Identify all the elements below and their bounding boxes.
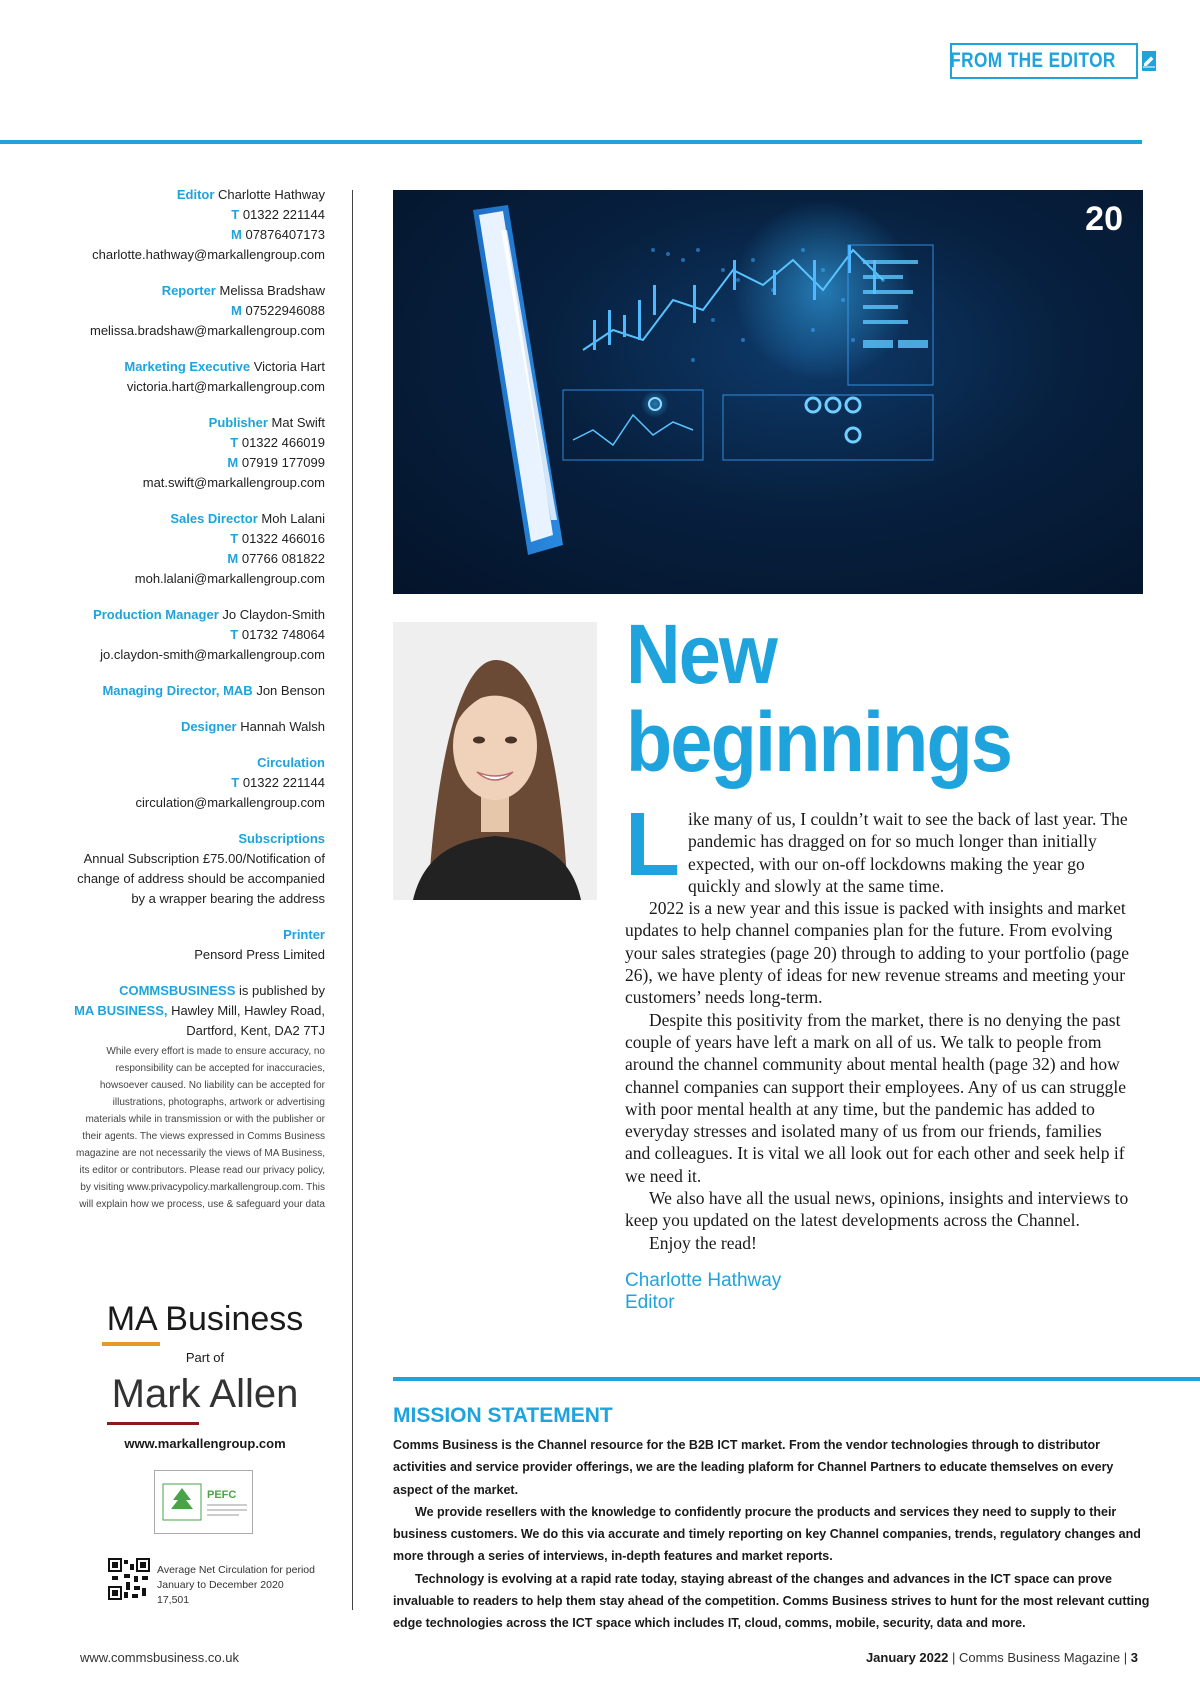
masthead-block — [70, 681, 325, 701]
brand-suffix: is published by — [239, 983, 325, 998]
paragraph-3: Despite this positivity from the market, there is no denying the past couple of years have left a mark on all of us. We talk to people from around the channel community about mental health (page 32) and how channel companies can support their employees. Any of us can struggle with poor mental health at any time, but the pandemic has added to everyday stresses and isolated many of us from our friends, families and colleagues. It is vital we all look out for each other and seek help if we need it. — [625, 1009, 1127, 1186]
masthead-block — [70, 413, 325, 493]
masthead-email-link[interactable]: charlotte.hathway@markallengroup.com — [92, 247, 325, 262]
edit-icon — [1142, 51, 1156, 71]
masthead-person-name: Mat Swift — [271, 415, 325, 430]
masthead-role-label: Managing Director, MAB — [102, 683, 253, 698]
masthead-role-label: Circulation — [257, 755, 325, 770]
mission-paragraph-3: Technology is evolving at a rapid rate today, staying abreast of the changes and advances in the ICT space can prove invaluable to readers to help them stay ahead of the competition. Comms Business strives to hunt for the most relevant cutting edge technologies across the ICT space which includes IT, cloud, comms, mobile, security, data and more. — [393, 1571, 1150, 1631]
publisher-block — [70, 981, 325, 1213]
ma-logo-underline — [102, 1342, 160, 1346]
phone-number: 01322 466019 — [241, 435, 325, 450]
hero-image — [393, 190, 1143, 594]
masthead-email-link[interactable]: victoria.hart@markallengroup.com — [126, 379, 325, 394]
masthead-role-label: Designer — [180, 719, 237, 734]
pefc-tree-icon — [161, 1482, 203, 1522]
masthead-email-link[interactable]: mat.swift@markallengroup.com — [142, 475, 325, 490]
phone-prefix: M — [231, 303, 242, 318]
masthead-phone-line — [70, 301, 325, 321]
phone-number: 01322 221144 — [242, 207, 325, 222]
circulation-note: Average Net Circulation for period January to December 2020 17,501 — [157, 1564, 315, 1606]
pefc-label: PEFC — [207, 1488, 237, 1501]
phone-prefix: T — [231, 775, 240, 790]
masthead-role-label: Publisher — [208, 415, 268, 430]
masthead-blocks — [70, 185, 325, 813]
masthead-person-name: Charlotte Hathway — [218, 187, 325, 202]
phone-number: 01322 221144 — [242, 775, 325, 790]
phone-prefix: M — [227, 455, 239, 470]
footer-website[interactable]: www.commsbusiness.co.uk — [80, 1650, 239, 1665]
masthead-email-link[interactable]: jo.claydon-smith@markallengroup.com — [100, 647, 325, 662]
section-label: FROM THE EDITOR — [950, 49, 1116, 72]
masthead-person-name: Jon Benson — [256, 683, 325, 698]
masthead-phone-line — [70, 453, 325, 473]
phone-number: 07766 081822 — [241, 551, 325, 566]
masthead-email-link[interactable]: moh.lalani@markallengroup.com — [134, 571, 325, 586]
qr-code[interactable] — [108, 1558, 150, 1600]
paragraph-2: 2022 is a new year and this issue is packed with insights and market updates to help channel companies plan for the future. From evolving your sales strategies (page 20) through to adding to your portfolio (page 26), we have plenty of ideas for new revenue streams and meeting your customers’ needs long-term. — [625, 898, 1129, 1008]
headline-line-1: New — [626, 607, 777, 701]
phone-prefix: T — [231, 207, 240, 222]
footer-separator-2: | — [1123, 1650, 1128, 1665]
masthead-person-name: Victoria Hart — [253, 359, 325, 374]
masthead-phone-line — [70, 625, 325, 645]
drop-cap: L — [625, 795, 680, 895]
brand-name: COMMSBUSINESS — [119, 983, 236, 998]
masthead-person-name: Jo Claydon-Smith — [222, 607, 325, 622]
editor-portrait — [393, 622, 597, 900]
phone-number: 01732 748064 — [241, 627, 325, 642]
footer-page-number: 3 — [1130, 1650, 1138, 1665]
masthead-phone-line — [70, 549, 325, 569]
masthead-block — [70, 281, 325, 341]
phone-prefix: T — [230, 531, 239, 546]
phone-number: 01322 466016 — [241, 531, 325, 546]
mission-paragraph-2: We provide resellers with the knowledge to confidently procure the products and services they need to supply to their business customers. We do this via accurate and timely reporting on key Channel companies, trends, regulatory changes and more through a series of interviews, in-depth features and market reports. — [393, 1504, 1141, 1564]
masthead-phone-line — [70, 433, 325, 453]
masthead-role-label: Production Manager — [93, 607, 219, 622]
masthead-phone-line — [70, 773, 325, 793]
masthead-phone-line — [70, 205, 325, 225]
masthead-role-label: Editor — [176, 187, 215, 202]
masthead-person-name: Hannah Walsh — [240, 719, 325, 734]
printer-block — [70, 925, 325, 965]
masthead-role-label: Reporter — [161, 283, 216, 298]
printer-text: Pensord Press Limited — [194, 947, 325, 962]
subscriptions-block — [70, 829, 325, 909]
mission-rule — [393, 1377, 1200, 1381]
phone-number: 07876407173 — [245, 227, 325, 242]
phone-prefix: M — [231, 227, 242, 242]
masthead-block — [70, 509, 325, 589]
footer-issue-info — [866, 1650, 1138, 1665]
disclaimer: While every effort is made to ensure accuracy, no responsibility can be accepted for inaccuracies, howsoever caused. No liability can be accepted for illustrations, photographs, artwork or advertising materials while in transmission or with the publisher or their agents. The views expressed in Comms Business magazine are not necessarily the views of MA Business, its editor or contributors. Please read our privacy policy, by visiting www.privacypolicy.markallengroup.com. This will explain how we process, use & safeguard your data — [75, 1046, 325, 1210]
paragraph-1-text: ike many of us, I couldn’t wait to see the back of last year. The pandemic has dragged on for so much longer than initially expected, with our on-off lockdowns making the year go quickly and slowly at the same time. — [687, 809, 1128, 896]
masthead-block — [70, 753, 325, 813]
masthead-block — [70, 605, 325, 665]
phone-prefix: M — [227, 551, 239, 566]
address-line-1: Hawley Mill, Hawley Road, — [171, 1003, 325, 1018]
top-rule — [0, 140, 1142, 144]
paragraph-1 — [625, 795, 1130, 897]
mark-allen-underline — [107, 1422, 199, 1425]
masthead-phone-line — [70, 225, 325, 245]
signature — [625, 1270, 781, 1314]
signature-name: Charlotte Hathway — [625, 1270, 782, 1291]
article-headline — [626, 607, 1012, 789]
ma-business-logo-text: MA Business — [106, 1300, 304, 1338]
mark-allen-logo — [100, 1372, 310, 1417]
mission-paragraph-1: Comms Business is the Channel resource for the B2B ICT market. From the vendor technologies through to distributor activities and service provider offerings, we are the leading plaform for Channel Partners to educate themselves on every aspect of the market. — [393, 1438, 1114, 1497]
masthead-person-name: Moh Lalani — [261, 511, 325, 526]
mark-allen-website[interactable]: www.markallengroup.com — [124, 1436, 286, 1451]
part-of-text: Part of — [185, 1350, 225, 1365]
trading-phone-illustration — [393, 190, 1143, 594]
masthead-block — [70, 717, 325, 737]
company-name: MA BUSINESS, — [74, 1003, 168, 1018]
mission-body — [393, 1434, 1150, 1635]
footer-issue-date: January 2022 — [865, 1650, 949, 1665]
pefc-certification-logo — [154, 1470, 253, 1534]
masthead-person-name: Melissa Bradshaw — [219, 283, 325, 298]
ma-business-logo — [100, 1300, 310, 1339]
section-label-box — [950, 43, 1138, 79]
masthead-role-label: Marketing Executive — [124, 359, 251, 374]
address-line-2: Dartford, Kent, DA2 7TJ — [186, 1023, 325, 1038]
masthead-phone-line — [70, 529, 325, 549]
masthead-role-label: Sales Director — [170, 511, 258, 526]
subscriptions-label: Subscriptions — [238, 831, 325, 846]
masthead-email-link[interactable]: melissa.bradshaw@markallengroup.com — [89, 323, 325, 338]
masthead-email-link[interactable]: circulation@markallengroup.com — [135, 795, 325, 810]
phone-number: 07919 177099 — [241, 455, 325, 470]
footer-separator: | — [951, 1650, 956, 1665]
masthead-sidebar — [70, 185, 325, 1213]
hero-page-number: 20 — [1085, 200, 1123, 238]
printer-label: Printer — [283, 927, 325, 942]
signature-role: Editor — [625, 1292, 675, 1313]
mark-allen-logo-text: Mark Allen — [111, 1372, 299, 1416]
phone-prefix: T — [230, 627, 239, 642]
paragraph-4: We also have all the usual news, opinions, insights and interviews to keep you updated on the latest developments across the Channel. — [625, 1188, 1129, 1231]
headline-line-2: beginnings — [626, 695, 1012, 789]
mission-title: MISSION STATEMENT — [393, 1404, 613, 1427]
subscriptions-text: Annual Subscription £75.00/Notification of change of address should be accompanied by a wrapper bearing the address — [77, 851, 325, 906]
masthead-block — [70, 357, 325, 397]
paragraph-5: Enjoy the read! — [649, 1232, 757, 1253]
footer-magazine: Comms Business Magazine — [959, 1650, 1121, 1665]
masthead-block — [70, 185, 325, 265]
phone-prefix: T — [230, 435, 239, 450]
phone-number: 07522946088 — [245, 303, 325, 318]
column-divider — [352, 190, 353, 1610]
article-body — [625, 795, 1130, 1254]
